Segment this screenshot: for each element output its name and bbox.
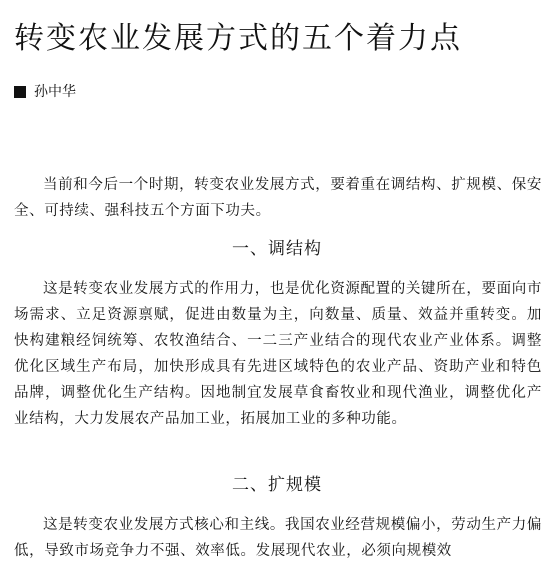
intro-paragraph: 当前和今后一个时期，转变农业发展方式，要着重在调结构、扩规模、保安全、可持续、强科技五个方面下功夫。 [14, 177, 542, 219]
section-heading-2: 二、扩规模 [232, 475, 322, 495]
author-name: 孙中华 [34, 84, 76, 100]
article-title: 转变农业发展方式的五个着力点 [14, 21, 462, 56]
author-line [14, 82, 76, 102]
section-body-1: 这是转变农业发展方式的作用力，也是优化资源配置的关键所在，要面向市场需求、立足资源禀赋，促进由数量为主，向数量、质量、效益并重转变。加快构建粮经饲统筹、农牧渔结合、一二三产业结合的现代农业产业体系。调整优化区域生产布局，加快形成具有先进区域特色的农业产品、资助产业和特色品牌，调整优化生产结构。因地制宜发展草食畜牧业和现代渔业，调整优化产业结构，大力发展农产品加工业，拓展加工业的多种功能。 [14, 281, 542, 427]
section-heading-1: 一、调结构 [232, 239, 322, 259]
section-body-2: 这是转变农业发展方式核心和主线。我国农业经营规模偏小，劳动生产力偏低，导致市场竞争力不强、效率低。发展现代农业，必须向规模效 [14, 517, 542, 559]
black-square-icon [14, 86, 26, 98]
